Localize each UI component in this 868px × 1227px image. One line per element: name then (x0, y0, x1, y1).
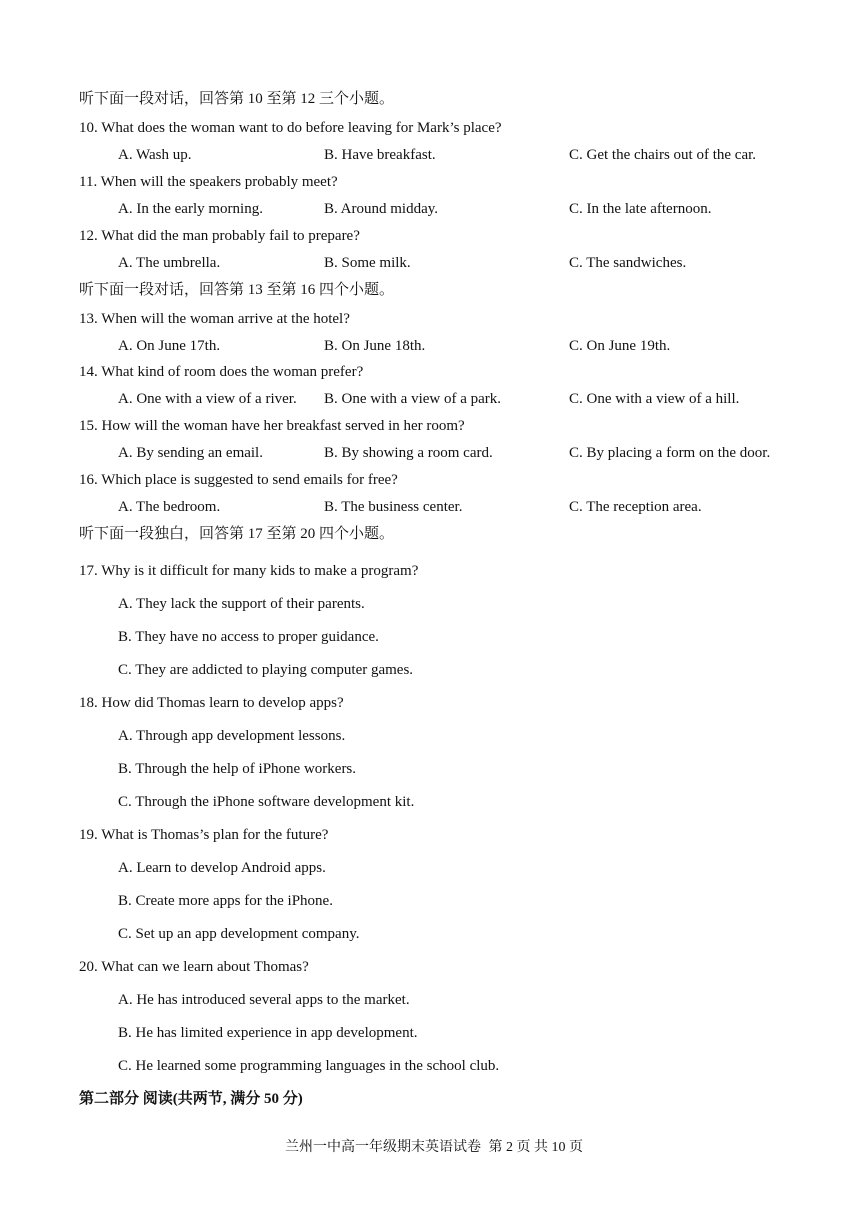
question-10: 10. What does the woman want to do before leaving for Mark’s place? (79, 120, 502, 136)
option-15-b: B. By showing a room card. (324, 445, 493, 461)
option-15-c: C. By placing a form on the door. (569, 445, 771, 461)
option-14-b: B. One with a view of a park. (324, 391, 502, 407)
question-11: 11. When will the speakers probably meet? (79, 174, 338, 190)
option-10-c: C. Get the chairs out of the car. (569, 147, 757, 163)
section-heading-13-16: 听下面一段对话，回答第 13 至第 16 四个小题。 (79, 282, 395, 298)
question-16: 16. Which place is suggested to send emails for free? (79, 472, 398, 488)
question-19: 19. What is Thomas’s plan for the future? (79, 827, 329, 843)
option-12-c: C. The sandwiches. (569, 255, 687, 271)
option-18-c: C. Through the iPhone software development kit. (118, 794, 415, 810)
option-13-b: B. On June 18th. (324, 338, 426, 354)
option-20-b: B. He has limited experience in app development. (118, 1025, 418, 1041)
option-11-a: A. In the early morning. (118, 201, 263, 217)
option-15-a: A. By sending an email. (118, 445, 263, 461)
option-18-b: B. Through the help of iPhone workers. (118, 761, 357, 777)
option-12-a: A. The umbrella. (118, 255, 221, 271)
option-19-a: A. Learn to develop Android apps. (118, 860, 326, 876)
footer-page: 第 2 页 共 10 页 (488, 1140, 583, 1155)
option-14-c: C. One with a view of a hill. (569, 391, 740, 407)
question-12: 12. What did the man probably fail to prepare? (79, 228, 360, 244)
question-15: 15. How will the woman have her breakfast served in her room? (79, 418, 465, 434)
option-16-c: C. The reception area. (569, 499, 702, 515)
option-20-a: A. He has introduced several apps to the market. (118, 992, 410, 1008)
option-12-b: B. Some milk. (324, 255, 411, 271)
option-19-b: B. Create more apps for the iPhone. (118, 893, 333, 909)
option-10-a: A. Wash up. (118, 147, 192, 163)
option-17-a: A. They lack the support of their parents. (118, 596, 365, 612)
option-11-c: C. In the late afternoon. (569, 201, 712, 217)
option-17-c: C. They are addicted to playing computer games. (118, 662, 414, 678)
option-16-b: B. The business center. (324, 499, 463, 515)
footer-school: 兰州一中高一年级期末英语试卷 (285, 1140, 481, 1155)
option-14-a: A. One with a view of a river. (118, 391, 297, 407)
question-18: 18. How did Thomas learn to develop apps? (79, 695, 344, 711)
option-13-c: C. On June 19th. (569, 338, 671, 354)
part-two-heading: 第二部分 阅读(共两节, 满分 50 分) (79, 1091, 303, 1107)
option-17-b: B. They have no access to proper guidance. (118, 629, 379, 645)
page-footer (0, 1138, 868, 1158)
question-20: 20. What can we learn about Thomas? (79, 959, 309, 975)
option-18-a: A. Through app development lessons. (118, 728, 346, 744)
question-14: 14. What kind of room does the woman prefer? (79, 364, 364, 380)
option-11-b: B. Around midday. (324, 201, 439, 217)
section-heading-10-12: 听下面一段对话，回答第 10 至第 12 三个小题。 (79, 91, 395, 107)
question-13: 13. When will the woman arrive at the hotel? (79, 311, 350, 327)
question-17: 17. Why is it difficult for many kids to make a program? (79, 563, 419, 579)
option-10-b: B. Have breakfast. (324, 147, 436, 163)
section-heading-17-20: 听下面一段独白，回答第 17 至第 20 四个小题。 (79, 526, 395, 542)
option-13-a: A. On June 17th. (118, 338, 221, 354)
option-19-c: C. Set up an app development company. (118, 926, 360, 942)
option-16-a: A. The bedroom. (118, 499, 221, 515)
option-20-c: C. He learned some programming languages in the school club. (118, 1058, 500, 1074)
